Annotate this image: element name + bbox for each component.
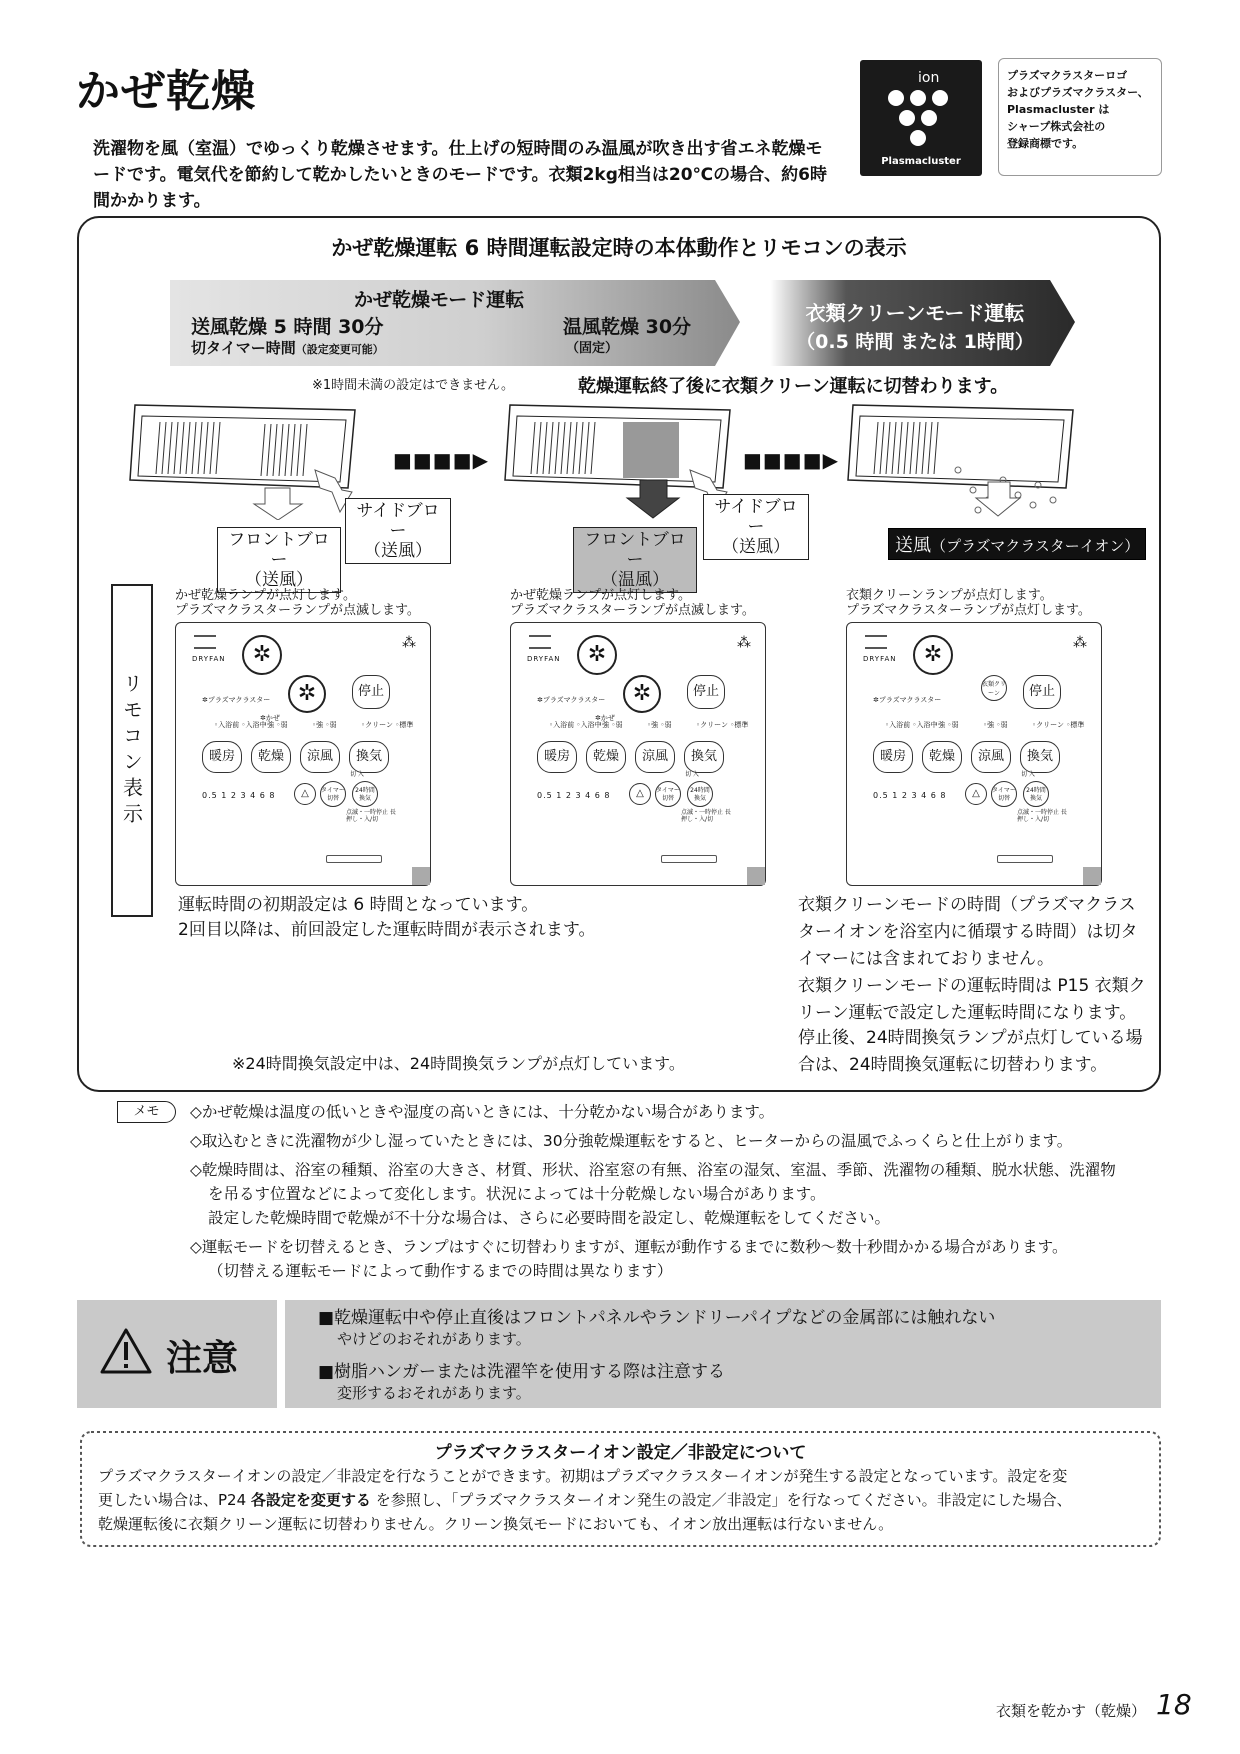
phase2-sub: （固定）	[566, 341, 619, 356]
remote-desc-right-2: 停止後、24時間換気ランプが点灯している場 合は、24時間換気運転に切替わります。	[798, 1028, 1143, 1075]
mode-button-0[interactable]: 暖房	[873, 741, 913, 773]
clean-mode-label: 衣類クリーンモード運転	[805, 301, 1025, 325]
onoff-label: 切 入	[350, 771, 364, 778]
front-blow-label-1: フロントブロー （送風）	[217, 527, 341, 593]
caution-item-1: ■乾燥運転中や停止直後はフロントパネルやランドリーパイプなどの金属部には触れない	[318, 1308, 996, 1328]
mode-button-3[interactable]: 換気	[349, 741, 389, 773]
brand-text: DRYFAN	[527, 655, 561, 663]
mode-sublabel: ◦クリーン ◦標準	[696, 721, 749, 729]
mode-sublabel: ◦入浴前 ◦入浴中	[214, 721, 267, 729]
plasmacluster-logo	[860, 60, 982, 176]
switch-note: 乾燥運転終了後に衣類クリーン運転に切替わります。	[578, 376, 1009, 397]
warning-icon	[100, 1328, 152, 1374]
remote-desc-left: 運転時間の初期設定は 6 時間となっています。 2回目以降は、前回設定した運転時間が表示されます。	[178, 895, 596, 940]
lens-bubble-icon: ✲	[913, 635, 953, 675]
logo-trademark-note: プラズマクラスターロゴ およびプラズマクラスター、 Plasmacluster は シャープ株式会社の 登録商標です。	[998, 58, 1162, 176]
phase2-label: 温風乾燥 30分	[563, 316, 692, 338]
up-button[interactable]: △	[965, 783, 987, 805]
plasma-setting-body: プラズマクラスターイオンの設定／非設定を行なうことができます。初期はプラズマクラスターイオンが発生する設定となっています。設定を変 更したい場合は、P24 各設定を変更する を参照し、「プラズマクラスターイオン発生の設定／非設定」を行なってください。非設定にした場合、 乾燥運転後に衣類クリーン運転に切替わりません。クリーン換気モードにおいても、イオン放出運転は行ないません。	[98, 1467, 1072, 1533]
lens-bubble-icon: ✲	[242, 635, 282, 675]
phase1-sub: 切タイマー時間（設定変更可能）	[191, 339, 384, 357]
onoff-label: 切 入	[1021, 771, 1035, 778]
vent24-note: 点滅・一時停止 長押し・入/切	[1017, 809, 1067, 823]
fan-icon	[529, 635, 551, 649]
section-footer: 衣類を乾かす（乾燥）	[996, 1702, 1147, 1720]
vent24-note: 点滅・一時停止 長押し・入/切	[346, 809, 396, 823]
side-blow-label-1: サイドブロー （送風）	[345, 498, 451, 564]
fan-icon	[194, 635, 216, 649]
remote-panel-2	[510, 622, 766, 886]
plasma-lamp-label: ✲プラズマクラスター	[202, 696, 271, 704]
side-blow-label-2: サイドブロー （送風）	[703, 494, 809, 560]
remote2-caption: かぜ乾燥ランプが点灯します。 プラズマクラスターランプが点滅します。	[510, 588, 755, 618]
progress-arrow-1: ■■■■▶	[393, 448, 489, 472]
frame-title: かぜ乾燥運転 6 時間運転設定時の本体動作とリモコンの表示	[331, 236, 907, 260]
mode-label: かぜ乾燥モード運転	[354, 289, 525, 311]
mode-button-1[interactable]: 乾燥	[586, 741, 626, 773]
page-number: 18	[1156, 1688, 1192, 1721]
hours-scale: 0.5 1 2 3 4 6 8	[537, 791, 611, 800]
onoff-label: 切 入	[685, 771, 699, 778]
mode-button-1[interactable]: 乾燥	[922, 741, 962, 773]
brand-text: DRYFAN	[863, 655, 897, 663]
grape-icon: ⁂	[1073, 635, 1087, 651]
phase1-label: 送風乾燥 5 時間 30分	[191, 316, 384, 338]
vent24-button[interactable]: 24時間換気	[687, 781, 713, 807]
up-button[interactable]: △	[294, 783, 316, 805]
hours-scale: 0.5 1 2 3 4 6 8	[873, 791, 947, 800]
lens-bubble-icon: ✲	[288, 675, 326, 713]
plasma-setting-title: プラズマクラスターイオン設定／非設定について	[434, 1443, 807, 1463]
vent24-button[interactable]: 24時間換気	[1023, 781, 1049, 807]
mode-button-0[interactable]: 暖房	[202, 741, 242, 773]
corner-square	[1083, 867, 1101, 885]
clean-button[interactable]: 衣類クリーン	[981, 675, 1007, 701]
fan-icon	[865, 635, 887, 649]
remote-panel-3	[846, 622, 1102, 886]
caution-sub-2: 変形するおそれがあります。	[337, 1384, 531, 1402]
stop-button[interactable]: 停止	[352, 675, 390, 709]
clean-mode-duration: （0.5 時間 または 1時間）	[796, 331, 1034, 353]
memo-tag: メモ	[117, 1101, 176, 1123]
mode-sublabel: ◦強 ◦弱	[312, 721, 337, 729]
remote1-caption: かぜ乾燥ランプが点灯します。 プラズマクラスターランプが点滅します。	[175, 588, 420, 618]
timer-button[interactable]: タイマー切替	[655, 781, 681, 807]
caution-title: 注意	[166, 1338, 239, 1379]
mode-sublabel: ◦強 ◦弱	[934, 721, 959, 729]
grape-icon: ⁂	[737, 635, 751, 651]
caution-item-2: ■樹脂ハンガーまたは洗濯竿を使用する際は注意する	[318, 1362, 726, 1382]
ion-blow-label: 送風（プラズマクラスターイオン）	[888, 528, 1146, 560]
cover-line	[997, 855, 1053, 863]
vent-24h-note: ※24時間換気設定中は、24時間換気ランプが点灯しています。	[232, 1054, 685, 1073]
logo-brand-text: Plasmacluster	[881, 156, 961, 167]
remote-panel-1	[175, 622, 431, 886]
unit-diagram-1	[120, 400, 370, 520]
kaze-lamp-label: ✲かぜ	[260, 714, 280, 722]
lens-bubble-icon: ✲	[577, 635, 617, 675]
mode-sublabel: ◦強 ◦弱	[983, 721, 1008, 729]
timer-button[interactable]: タイマー切替	[320, 781, 346, 807]
mode-sublabel: ◦強 ◦弱	[647, 721, 672, 729]
brand-text: DRYFAN	[192, 655, 226, 663]
mode-sublabel: ◦強 ◦弱	[263, 721, 288, 729]
mode-sublabel: ◦入浴前 ◦入浴中	[885, 721, 938, 729]
hours-scale: 0.5 1 2 3 4 6 8	[202, 791, 276, 800]
mode-sublabel: ◦クリーン ◦標準	[361, 721, 414, 729]
stop-button[interactable]: 停止	[1023, 675, 1061, 709]
progress-arrow-2: ■■■■▶	[743, 448, 839, 472]
cover-line	[661, 855, 717, 863]
plasma-lamp-label: ✲プラズマクラスター	[537, 696, 606, 704]
mode-button-3[interactable]: 換気	[684, 741, 724, 773]
mode-button-0[interactable]: 暖房	[537, 741, 577, 773]
up-button[interactable]: △	[629, 783, 651, 805]
mode-button-1[interactable]: 乾燥	[251, 741, 291, 773]
grape-icon: ⁂	[402, 635, 416, 651]
lens-bubble-icon: ✲	[623, 675, 661, 713]
remote-desc-right: 衣類クリーンモードの時間（プラズマクラス ターイオンを浴室内に循環する時間）は切タ イマーには含まれておりません。 衣類クリーンモードの運転時間は P15 衣類ク リーン運転で設定した運転時間になります。	[798, 895, 1146, 1023]
timer-button[interactable]: タイマー切替	[991, 781, 1017, 807]
page-title: かぜ乾燥	[76, 66, 256, 117]
logo-ion-text: ion	[918, 70, 940, 86]
corner-square	[747, 867, 765, 885]
front-blow-label-2: フロントブロー （温風）	[573, 527, 697, 593]
mode-button-2[interactable]: 涼風	[300, 741, 340, 773]
vent24-button[interactable]: 24時間換気	[352, 781, 378, 807]
min-time-note: ※1時間未満の設定はできません。	[312, 378, 514, 393]
cover-line	[326, 855, 382, 863]
mode-button-3[interactable]: 換気	[1020, 741, 1060, 773]
mode-sublabel: ◦入浴前 ◦入浴中	[549, 721, 602, 729]
remote-display-label: リモコン表示	[111, 584, 153, 917]
corner-square	[412, 867, 430, 885]
stop-button[interactable]: 停止	[687, 675, 725, 709]
kaze-lamp-label: ✲かぜ	[595, 714, 615, 722]
vent24-note: 点滅・一時停止 長押し・入/切	[681, 809, 731, 823]
mode-button-2[interactable]: 涼風	[971, 741, 1011, 773]
memo-list: ◇かぜ乾燥は温度の低いときや湿度の高いときには、十分乾かない場合があります。 ◇取込むときに洗濯物が少し湿っていたときには、30分強乾燥運転をすると、ヒーターからの温風でふっくらと仕上がります。 ◇乾燥時間は、浴室の種類、浴室の大きさ、材質、形状、浴室窓の有無、浴室の湿気、室温、季節、洗濯物の種類、脱水状態、洗濯物 を吊るす位置などによって変化します。状況によっては十分乾燥しない場合があります。 設定した乾燥時間で乾燥が不十分な場合は、さらに必要時間を設定し、乾燥運転をしてください。 ◇運転モードを切替えるとき、ランプはすぐに切替わりますが、運転が動作するまでに数秒〜数十秒間かかる場合があります。 （切替える運転モードによって動作するまでの時間は異なります）	[190, 1103, 1116, 1280]
intro-text: 洗濯物を風（室温）でゆっくり乾燥させます。仕上げの短時間のみ温風が吹き出す省エネ乾燥モードです。電気代を節約して乾かしたいときのモードです。衣類2kg相当は20℃の場合、約6時間かかります。	[93, 139, 827, 211]
mode-button-2[interactable]: 涼風	[635, 741, 675, 773]
mode-sublabel: ◦クリーン ◦標準	[1032, 721, 1085, 729]
plasma-lamp-label: ✲プラズマクラスター	[873, 696, 942, 704]
grape-icon	[888, 90, 954, 150]
unit-diagram-3	[838, 400, 1088, 530]
remote3-caption: 衣類クリーンランプが点灯します。 プラズマクラスターランプが点灯します。	[846, 588, 1091, 618]
mode-sublabel: ◦強 ◦弱	[598, 721, 623, 729]
caution-sub-1: やけどのおそれがあります。	[337, 1330, 531, 1348]
